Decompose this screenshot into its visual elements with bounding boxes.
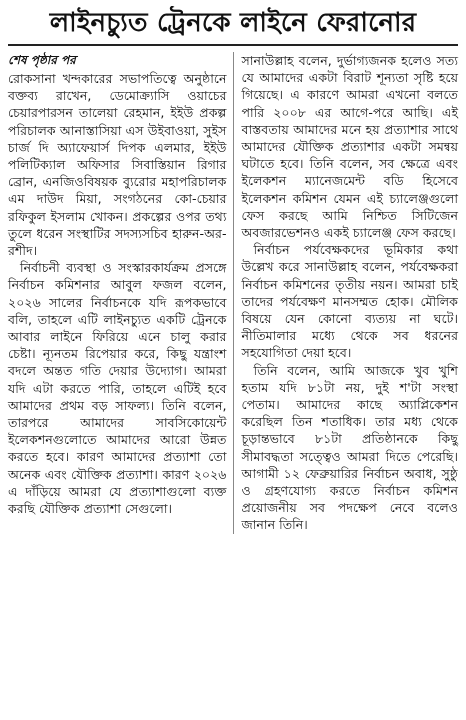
article-paragraph: রোকসানা খন্দকারের সভাপতিত্বে অনুষ্ঠানে বক্তব্য রাখেন, ডেমোক্র্যাসি ওয়াচের চেয়ারপারসন তালেয়া রেহমান, ইইউ প্রকল্প পরিচালক আনাস্তাসিয়া এস উইবাওয়া, সুইস চার্জ দি অ্যাফেয়ার্স দিপক এলমার, ইইউ পলিটিক্যাল অফিসার সিবাস্তিয়ান রিগার ব্রোন, এনজিওবিষয়ক ব্যুরোর মহাপরিচালক এম দাউদ মিয়া, সংগঠনের কো-চেয়ার রফিকুল ইসলাম খোকন। প্রকল্পের ওপর তথ্য তুলে ধরেন সংস্থাটির সদস্যসচিব হারুন-অর-রশীদ। [8, 71, 227, 259]
left-column [8, 52, 233, 534]
continuation-kicker: শেষ পৃষ্ঠার পর [8, 53, 76, 67]
article-paragraph: নির্বাচনী ব্যবস্থা ও সংস্কারকার্যক্রম প্রসঙ্গে নির্বাচন কমিশনার আবুল ফজল বলেন, ২০২৬ সালের নির্বাচনকে যদি রূপকভাবে বলি, তাহলে এটি লাইনচ্যুত একটি ট্রেনকে আবার লাইনে ফিরিয়ে এনে চালু করার চেষ্টা। ন্যূনতম রিপেয়ার করে, কিছু যন্ত্রাংশ বদলে অন্তত গতি দেয়ার উদ্যোগ। আমরা যদি এটা করতে পারি, তাহলে এটিই হবে আমাদের প্রথম বড় সাফল্য। তিনি বলেন, তারপরে আমাদের সাবসিকোয়েন্ট ইলেকশনগুলোতে আমাদের আরো উন্নত করতে হবে। কারণ আমাদের প্রত্যাশা তো অনেক এবং যৌক্তিক প্রত্যাশা। কারণ ২০২৬ এ দাঁড়িয়ে আমরা যে প্রত্যাশাগুলো ব্যক্ত করছি যৌক্তিক প্রত্যাশা সেগুলো। [8, 260, 227, 517]
article-paragraph: নির্বাচন পর্যবেক্ষকদের ভূমিকার কথা উল্লেখ করে সানাউল্লাহ বলেন, পর্যবেক্ষকরা নির্বাচন কমিশনের তৃতীয় নয়ন। আমরা চাই তাদের পর্যবেক্ষণ মানসম্মত হোক। মৌলিক বিষয়ে যেন কোনো ব্যত্যয় না ঘটে। নীতিমালার মধ্যে থেকে সব ধরনের সহযোগিতা দেয়া হবে। [241, 242, 458, 361]
article-paragraph: সানাউল্লাহ বলেন, দুর্ভাগ্যজনক হলেও সত্য যে আমাদের একটা বিরাট শূন্যতা সৃষ্টি হয়ে গিয়েছে। এ কারণে আমরা এখনো বলতে পারি ২০০৮ এর আগে-পরে আছি। এই বাস্তবতায় আমাদের মনে হয় প্রত্যাশার সাথে আমাদের যৌক্তিক প্রত্যাশার একটা সমন্বয় ঘটাতে হবে। তিনি বলেন, সব ক্ষেত্রে এবং ইলেকশন ম্যানেজমেন্ট বডি হিসেবে ইলেকশন কমিশন যেমন এই চ্যালেঞ্জগুলো ফেস করছে আমি নিশ্চিত সিটিজেন অবজারভেশনও একই চ্যালেঞ্জ ফেস করছে। [241, 53, 458, 241]
right-column [234, 52, 459, 534]
article-columns [8, 52, 458, 534]
headline: লাইনচ্যুত ট্রেনকে লাইনে ফেরানোর [8, 6, 458, 46]
article-paragraph: তিনি বলেন, আমি আজকে খুব খুশি হতাম যদি ৮১টা নয়, দুই শ'টা সংস্থা পেতাম। আমাদের কাছে অ্যাপ্লিকেশন করেছিল তিন শতাধিক। তার মধ্য থেকে চূড়ান্তভাবে ৮১টা প্রতিষ্ঠানকে কিছু সীমাবদ্ধতা সত্ত্বেও আমরা দিতে পেরেছি। আগামী ১২ ফেব্রুয়ারির নির্বাচন অবাধ, সুষ্ঠু ও গ্রহণযোগ্য করতে নির্বাচন কমিশন প্রয়োজনীয় সব পদক্ষেপ নেবে বলেও জানান তিনি। [241, 362, 458, 533]
